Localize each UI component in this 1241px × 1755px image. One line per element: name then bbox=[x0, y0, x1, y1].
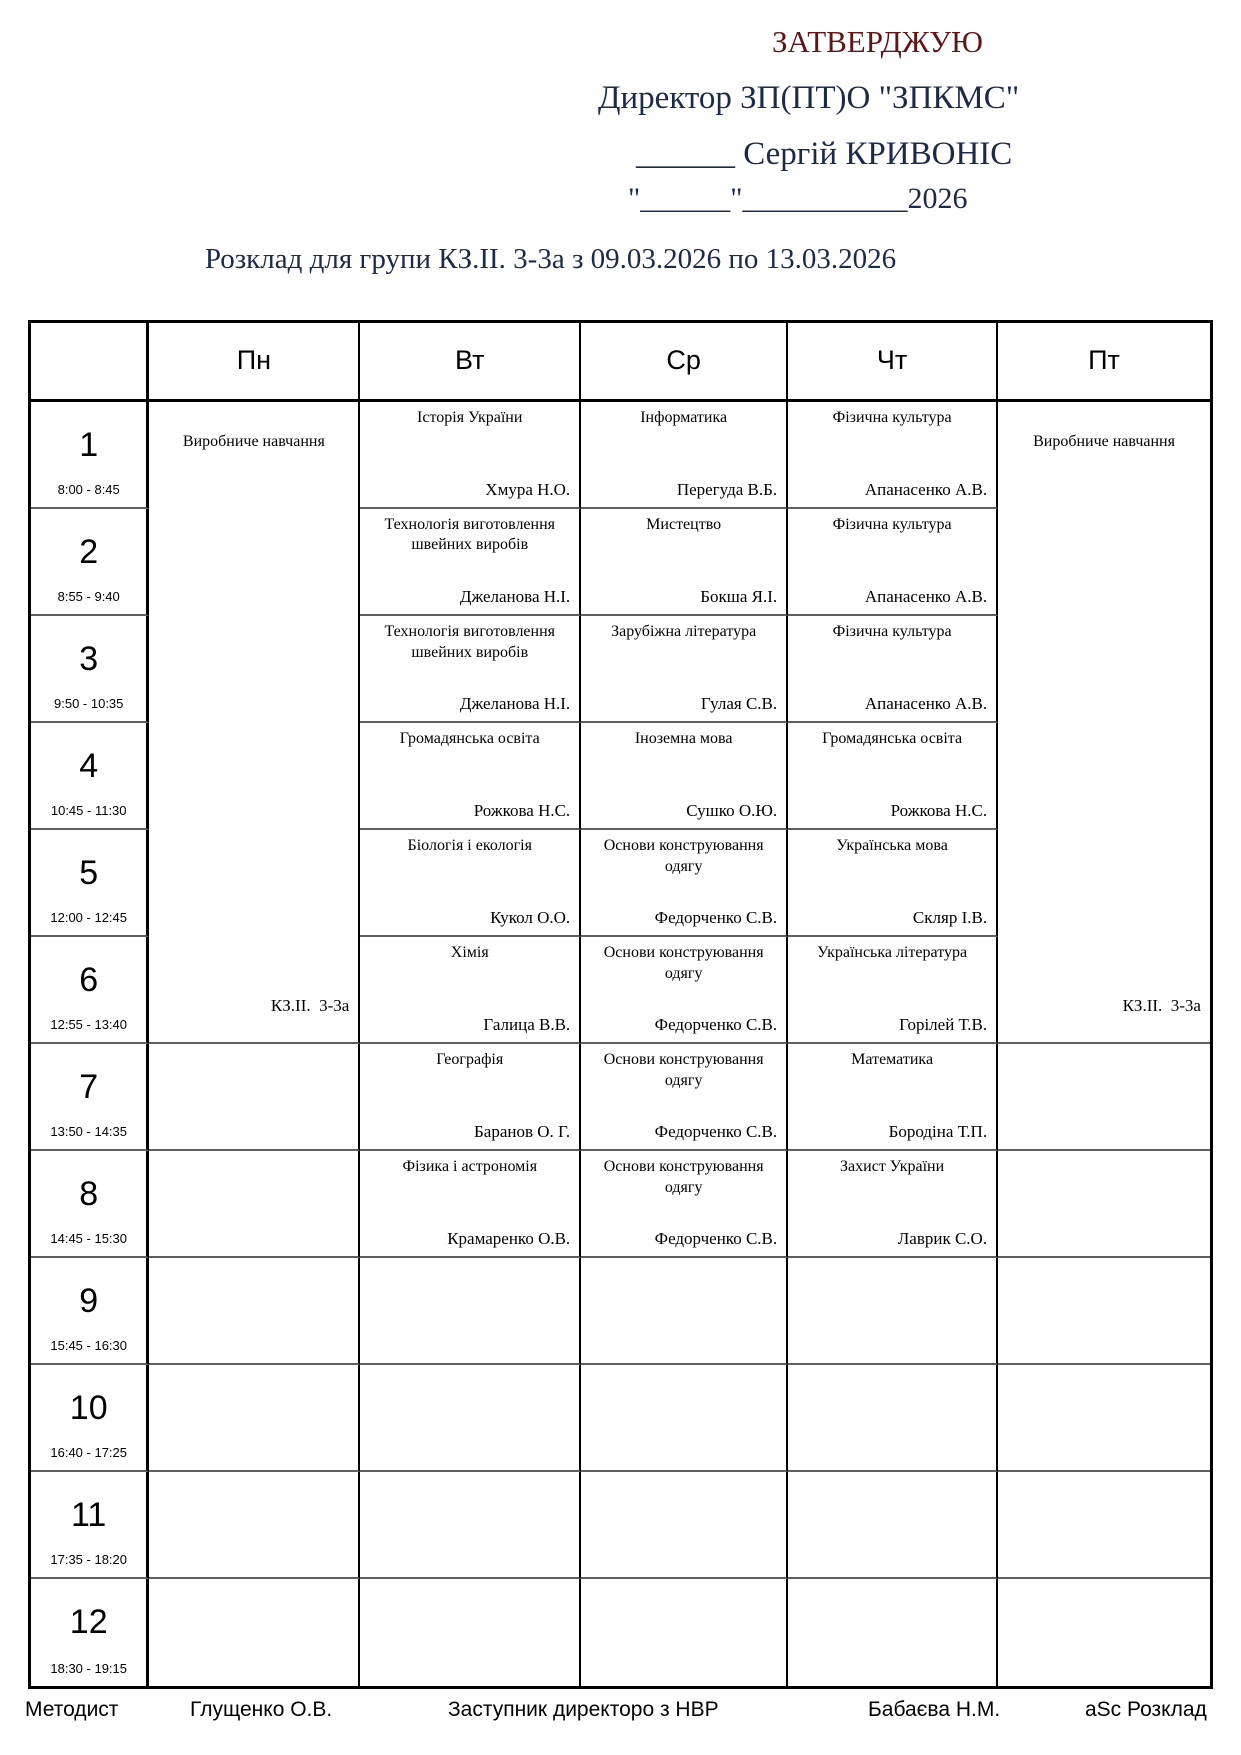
lesson-cell-thu-4 bbox=[788, 723, 998, 830]
lesson-teacher: Перегуда В.Б. bbox=[676, 479, 778, 499]
footer-name-deputy-director: Бабаєва Н.М. bbox=[868, 1698, 1001, 1721]
empty-cell-tue-12 bbox=[360, 1579, 581, 1686]
lesson-subject: Математика bbox=[851, 1050, 934, 1068]
lesson-subject: Громадянська освіта bbox=[399, 729, 540, 747]
empty-cell-mon-10 bbox=[149, 1365, 360, 1472]
lesson-subject: Фізика і астрономія bbox=[402, 1157, 538, 1175]
lesson-subject: Фізична культура bbox=[832, 515, 952, 533]
lesson-cell-tue-2 bbox=[360, 509, 581, 616]
lesson-subject: Іноземна мова bbox=[634, 729, 733, 747]
period-cell-9 bbox=[31, 1258, 149, 1365]
director-title-line: Директор ЗП(ПТ)О "ЗПКМС" bbox=[598, 80, 1020, 116]
lesson-cell-tue-4 bbox=[360, 723, 581, 830]
lesson-teacher: Горілей Т.В. bbox=[899, 1014, 988, 1034]
lesson-cell-thu-8 bbox=[788, 1151, 998, 1258]
lesson-subject: Основи конструювання одягу bbox=[603, 943, 764, 982]
lesson-cell-thu-5 bbox=[788, 830, 998, 937]
empty-cell-fri-7 bbox=[998, 1044, 1210, 1151]
day-header-mon: Пн bbox=[149, 323, 360, 402]
period-cell-8 bbox=[31, 1151, 149, 1258]
period-cell-1 bbox=[31, 402, 149, 509]
period-cell-12 bbox=[31, 1579, 149, 1686]
lesson-cell-mon-merged bbox=[149, 402, 360, 1044]
period-number: 10 bbox=[69, 1388, 108, 1427]
period-cell-2 bbox=[31, 509, 149, 616]
empty-cell-mon-7 bbox=[149, 1044, 360, 1151]
lesson-cell-tue-8 bbox=[360, 1151, 581, 1258]
lesson-teacher: Кукол О.О. bbox=[490, 907, 571, 927]
lesson-cell-wed-5 bbox=[581, 830, 788, 937]
lesson-cell-fri-merged bbox=[998, 402, 1210, 1044]
empty-cell-fri-8 bbox=[998, 1151, 1210, 1258]
lesson-cell-thu-1 bbox=[788, 402, 998, 509]
empty-cell-thu-11 bbox=[788, 1472, 998, 1579]
day-header-wed: Ср bbox=[581, 323, 788, 402]
lesson-subject: Зарубіжна література bbox=[611, 622, 757, 640]
period-number: 2 bbox=[79, 532, 99, 571]
lesson-cell-thu-6 bbox=[788, 937, 998, 1044]
period-cell-4 bbox=[31, 723, 149, 830]
period-number: 7 bbox=[79, 1067, 99, 1106]
lesson-subject: Українська мова bbox=[836, 836, 948, 854]
lesson-teacher: Апанасенко А.В. bbox=[864, 586, 988, 606]
lesson-subject: Історія України bbox=[417, 408, 523, 426]
footer-name-methodist: Глущенко О.В. bbox=[190, 1698, 333, 1721]
lesson-subject: Основи конструювання одягу bbox=[603, 836, 764, 875]
lesson-cell-tue-3 bbox=[360, 616, 581, 723]
period-time: 17:35 - 18:20 bbox=[50, 1551, 127, 1567]
lesson-cell-tue-6 bbox=[360, 937, 581, 1044]
footer-asc-timetable-brand: aSc Розклад bbox=[1085, 1698, 1207, 1721]
lesson-cell-wed-7 bbox=[581, 1044, 788, 1151]
empty-cell-thu-10 bbox=[788, 1365, 998, 1472]
period-number: 3 bbox=[79, 639, 99, 678]
lesson-subject: Виробниче навчання bbox=[1033, 432, 1175, 450]
period-number: 5 bbox=[79, 853, 99, 892]
lesson-room: КЗ.ІІ. 3-3а bbox=[1122, 995, 1201, 1015]
empty-cell-mon-8 bbox=[149, 1151, 360, 1258]
lesson-subject: Біологія і екологія bbox=[407, 836, 532, 854]
day-header-thu: Чт bbox=[788, 323, 998, 402]
period-time: 8:00 - 8:45 bbox=[57, 481, 120, 497]
lesson-teacher: Хмура Н.О. bbox=[485, 479, 571, 499]
period-time: 10:45 - 11:30 bbox=[50, 802, 127, 818]
period-number: 4 bbox=[79, 746, 99, 785]
lesson-subject: Хімія bbox=[450, 943, 489, 961]
page-title: Розклад для групи КЗ.ІІ. 3-3а з 09.03.2026 по 13.03.2026 bbox=[204, 243, 897, 275]
period-cell-5 bbox=[31, 830, 149, 937]
lesson-room: КЗ.ІІ. 3-3а bbox=[270, 995, 350, 1015]
empty-cell-thu-9 bbox=[788, 1258, 998, 1365]
lesson-cell-tue-5 bbox=[360, 830, 581, 937]
day-header-fri: Пт bbox=[998, 323, 1210, 402]
timetable-grid bbox=[28, 320, 1213, 1689]
period-time: 18:30 - 19:15 bbox=[50, 1660, 127, 1676]
empty-cell-fri-11 bbox=[998, 1472, 1210, 1579]
period-time: 16:40 - 17:25 bbox=[50, 1444, 127, 1460]
corner-cell bbox=[31, 323, 149, 402]
footer-role-deputy-director: Заступник директоро з НВР bbox=[448, 1698, 719, 1721]
lesson-subject: Виробниче навчання bbox=[182, 432, 325, 450]
period-time: 15:45 - 16:30 bbox=[50, 1337, 127, 1353]
footer-role-methodist: Методист bbox=[25, 1698, 119, 1721]
lesson-teacher: Апанасенко А.В. bbox=[864, 693, 988, 713]
period-time: 13:50 - 14:35 bbox=[50, 1123, 127, 1139]
empty-cell-fri-10 bbox=[998, 1365, 1210, 1472]
period-number: 8 bbox=[79, 1174, 99, 1213]
lesson-teacher: Баранов О. Г. bbox=[474, 1121, 571, 1141]
approval-date-line: "______"___________2026 bbox=[628, 182, 968, 215]
lesson-cell-thu-2 bbox=[788, 509, 998, 616]
lesson-cell-thu-7 bbox=[788, 1044, 998, 1151]
lesson-teacher: Рожкова Н.С. bbox=[473, 800, 571, 820]
lesson-subject: Основи конструювання одягу bbox=[603, 1157, 764, 1196]
lesson-subject: Захист України bbox=[840, 1157, 945, 1175]
empty-cell-mon-12 bbox=[149, 1579, 360, 1686]
period-time: 14:45 - 15:30 bbox=[50, 1230, 127, 1246]
lesson-teacher: Федорченко С.В. bbox=[654, 1121, 778, 1141]
empty-cell-tue-11 bbox=[360, 1472, 581, 1579]
lesson-cell-wed-3 bbox=[581, 616, 788, 723]
lesson-subject: Географія bbox=[436, 1050, 504, 1068]
lesson-teacher: Крамаренко О.В. bbox=[447, 1228, 571, 1248]
lesson-subject: Технологія виготовлення швейних виробів bbox=[384, 622, 556, 661]
empty-cell-fri-9 bbox=[998, 1258, 1210, 1365]
period-number: 6 bbox=[79, 960, 99, 999]
period-cell-10 bbox=[31, 1365, 149, 1472]
empty-cell-wed-12 bbox=[581, 1579, 788, 1686]
period-cell-7 bbox=[31, 1044, 149, 1151]
lesson-subject: Громадянська освіта bbox=[822, 729, 963, 747]
period-number: 1 bbox=[79, 425, 99, 464]
lesson-subject: Фізична культура bbox=[832, 622, 952, 640]
lesson-teacher: Лаврик С.О. bbox=[897, 1228, 988, 1248]
period-number: 12 bbox=[69, 1602, 108, 1641]
director-signature-line: ______ Сергій КРИВОНІС bbox=[636, 136, 1013, 172]
empty-cell-tue-9 bbox=[360, 1258, 581, 1365]
lesson-teacher: Федорченко С.В. bbox=[654, 1014, 778, 1034]
lesson-teacher: Джеланова Н.І. bbox=[459, 586, 571, 606]
period-time: 8:55 - 9:40 bbox=[57, 588, 120, 604]
period-number: 9 bbox=[79, 1281, 99, 1320]
empty-cell-wed-9 bbox=[581, 1258, 788, 1365]
day-header-tue: Вт bbox=[360, 323, 581, 402]
lesson-teacher: Сушко О.Ю. bbox=[686, 800, 778, 820]
lesson-cell-wed-6 bbox=[581, 937, 788, 1044]
lesson-cell-wed-2 bbox=[581, 509, 788, 616]
empty-cell-fri-12 bbox=[998, 1579, 1210, 1686]
approval-stamp-label: ЗАТВЕРДЖУЮ bbox=[772, 24, 983, 59]
lesson-subject: Українська література bbox=[817, 943, 968, 961]
lesson-teacher: Апанасенко А.В. bbox=[864, 479, 988, 499]
lesson-subject: Технологія виготовлення швейних виробів bbox=[384, 515, 556, 554]
lesson-subject: Фізична культура bbox=[832, 408, 952, 426]
lesson-teacher: Рожкова Н.С. bbox=[890, 800, 988, 820]
period-cell-6 bbox=[31, 937, 149, 1044]
lesson-cell-tue-1 bbox=[360, 402, 581, 509]
lesson-teacher: Федорченко С.В. bbox=[654, 907, 778, 927]
lesson-subject: Мистецтво bbox=[646, 515, 722, 533]
period-time: 12:55 - 13:40 bbox=[50, 1016, 127, 1032]
lesson-cell-tue-7 bbox=[360, 1044, 581, 1151]
period-cell-11 bbox=[31, 1472, 149, 1579]
empty-cell-tue-10 bbox=[360, 1365, 581, 1472]
lesson-cell-wed-8 bbox=[581, 1151, 788, 1258]
empty-cell-wed-11 bbox=[581, 1472, 788, 1579]
lesson-subject: Інформатика bbox=[640, 408, 728, 426]
period-cell-3 bbox=[31, 616, 149, 723]
empty-cell-mon-11 bbox=[149, 1472, 360, 1579]
lesson-teacher: Бородіна Т.П. bbox=[888, 1121, 988, 1141]
lesson-cell-wed-1 bbox=[581, 402, 788, 509]
lesson-teacher: Галица В.В. bbox=[483, 1014, 571, 1034]
empty-cell-wed-10 bbox=[581, 1365, 788, 1472]
lesson-teacher: Федорченко С.В. bbox=[654, 1228, 778, 1248]
lesson-teacher: Бокша Я.І. bbox=[700, 586, 778, 606]
empty-cell-thu-12 bbox=[788, 1579, 998, 1686]
lesson-teacher: Гулая С.В. bbox=[700, 693, 778, 713]
period-time: 12:00 - 12:45 bbox=[50, 909, 127, 925]
lesson-subject: Основи конструювання одягу bbox=[603, 1050, 764, 1089]
lesson-teacher: Джеланова Н.І. bbox=[459, 693, 571, 713]
lesson-cell-thu-3 bbox=[788, 616, 998, 723]
lesson-cell-wed-4 bbox=[581, 723, 788, 830]
period-number: 11 bbox=[71, 1495, 107, 1534]
empty-cell-mon-9 bbox=[149, 1258, 360, 1365]
lesson-teacher: Скляр І.В. bbox=[912, 907, 988, 927]
period-time: 9:50 - 10:35 bbox=[54, 695, 124, 711]
